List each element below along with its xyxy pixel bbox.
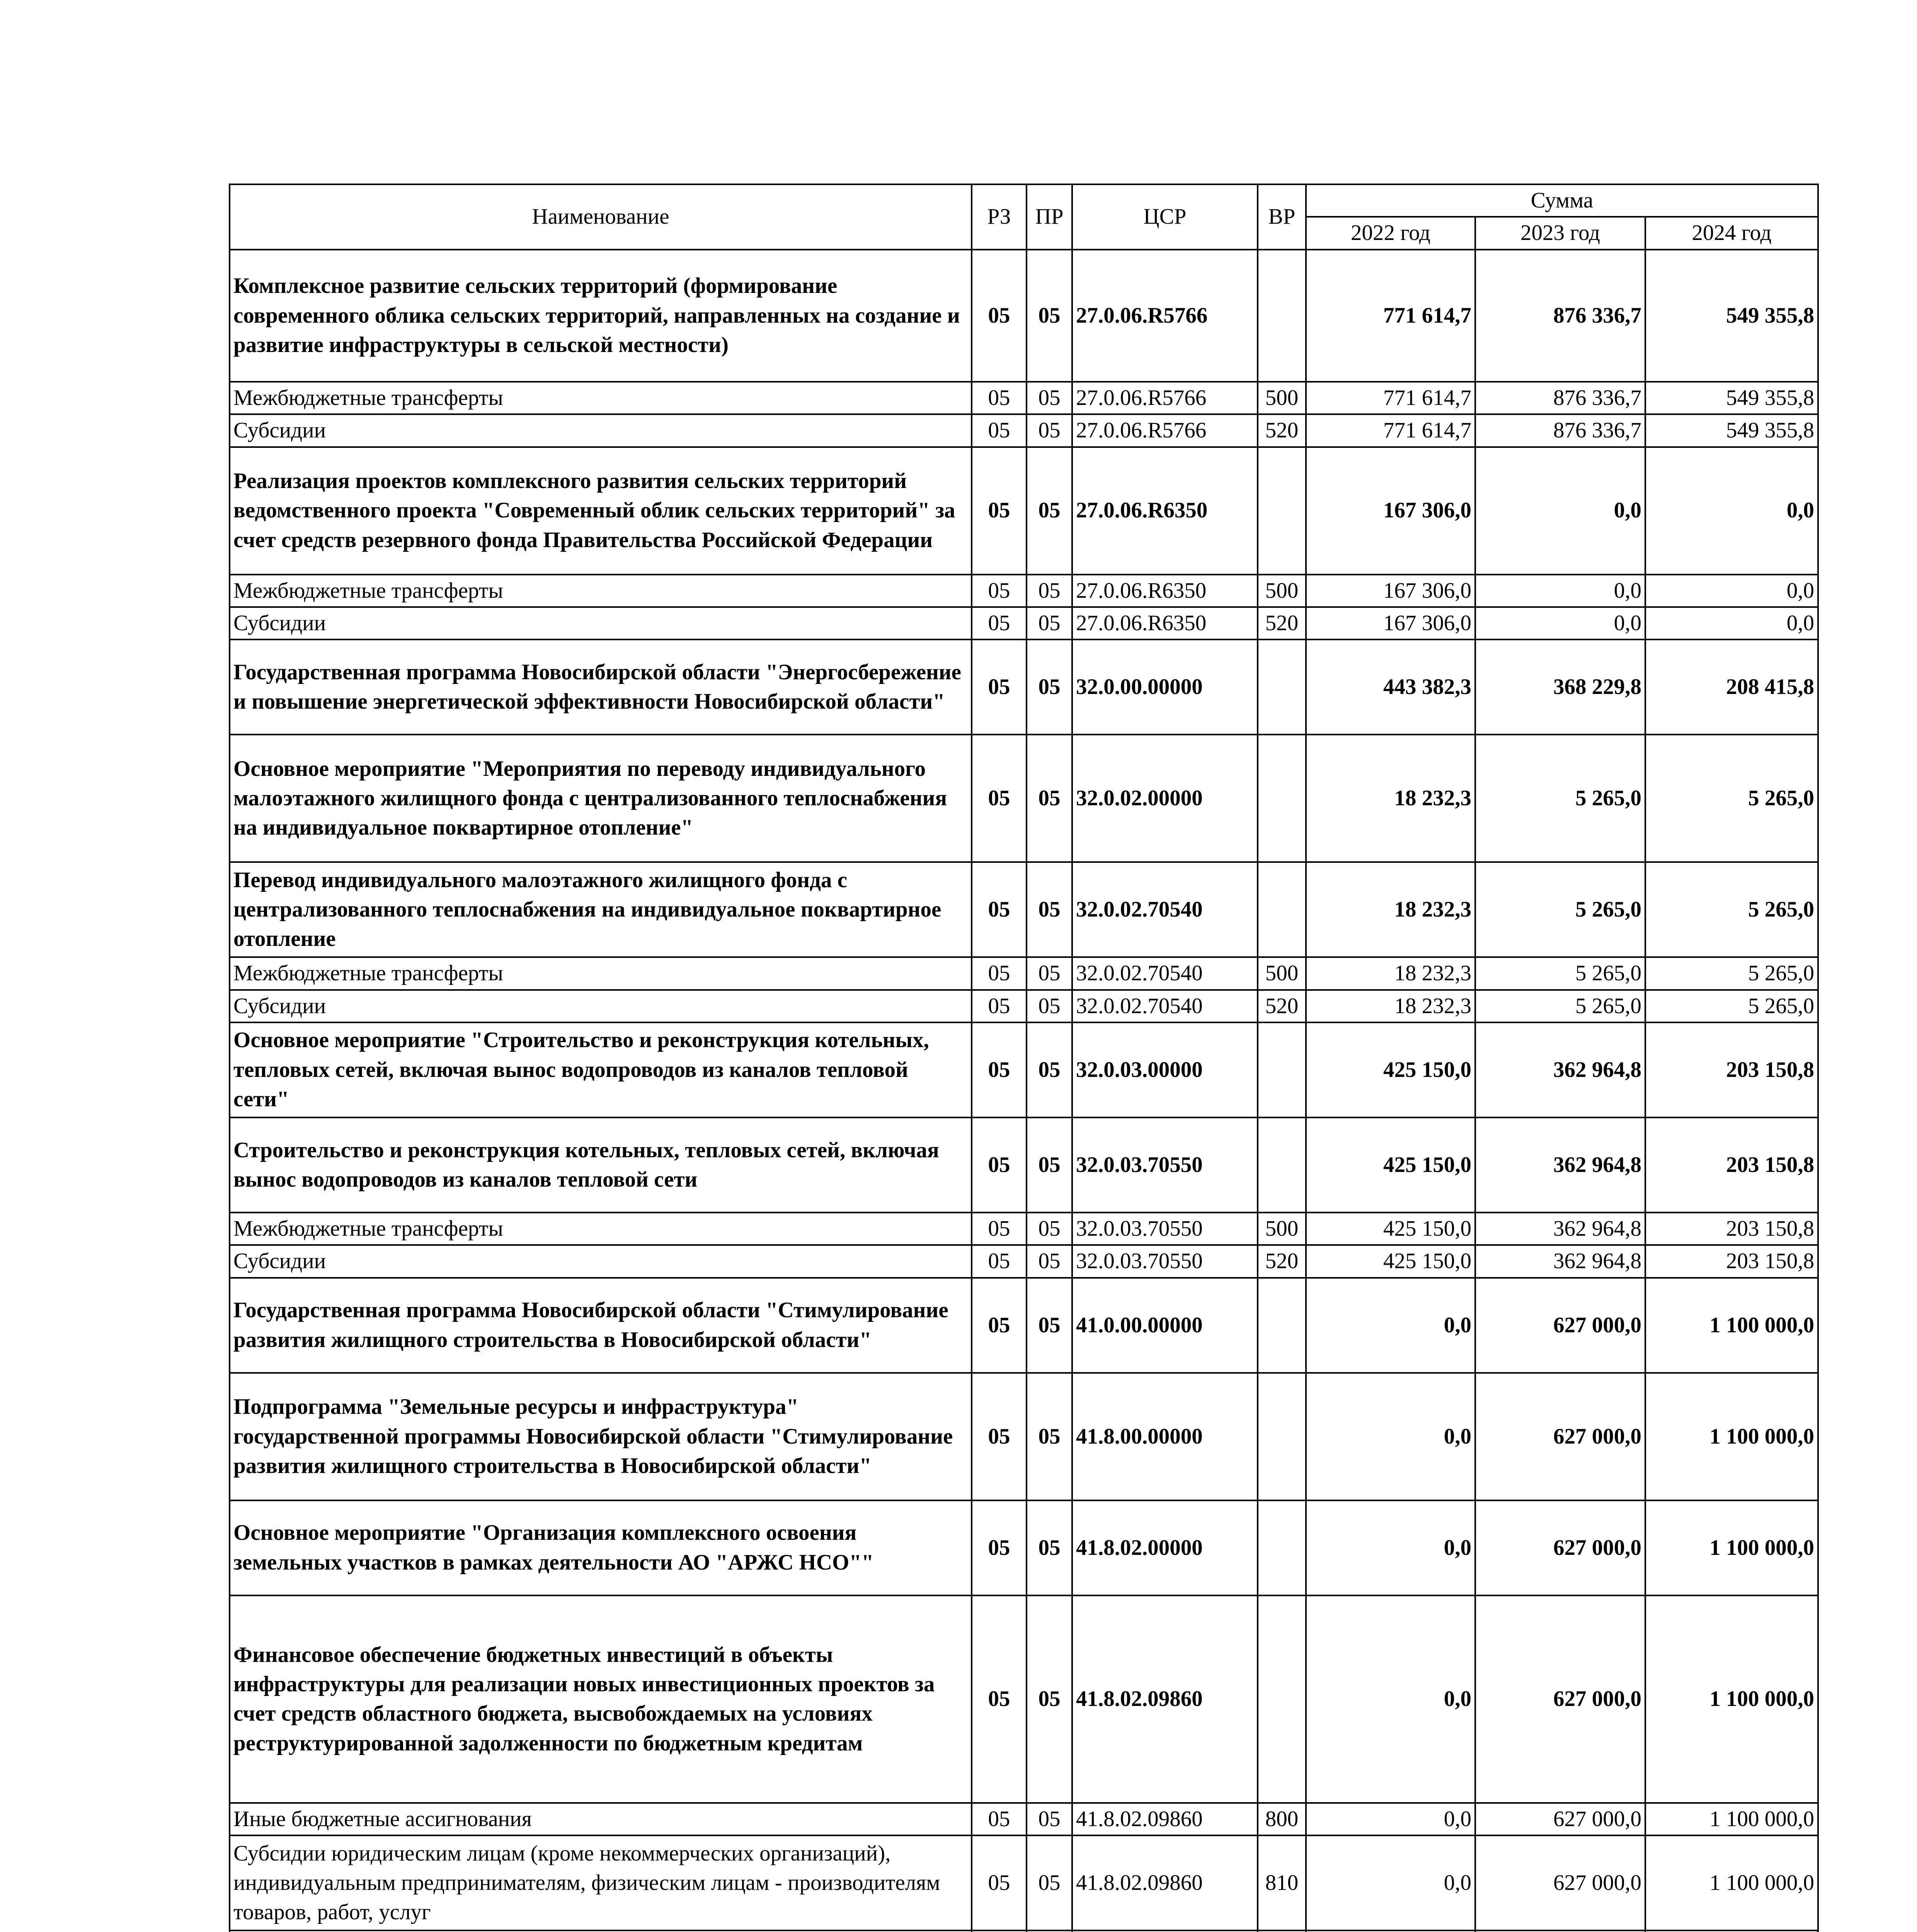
cell-vr: 500 <box>1258 1213 1306 1245</box>
cell-vr: 810 <box>1258 1835 1306 1930</box>
cell-rz: 05 <box>972 639 1027 735</box>
cell-rz: 05 <box>972 1373 1027 1500</box>
cell-2023: 362 964,8 <box>1475 1022 1645 1117</box>
cell-2022: 0,0 <box>1306 1835 1475 1930</box>
cell-2023: 0,0 <box>1475 607 1645 639</box>
table-row <box>230 862 1818 957</box>
cell-csr: 32.0.00.00000 <box>1072 639 1258 735</box>
budget-table <box>229 184 1819 1932</box>
table-row <box>230 1022 1818 1117</box>
cell-vr: 520 <box>1258 1245 1306 1277</box>
cell-pr: 05 <box>1027 447 1072 575</box>
cell-2022: 771 614,7 <box>1306 250 1475 382</box>
cell-2023: 627 000,0 <box>1475 1278 1645 1373</box>
cell-2022: 18 232,3 <box>1306 735 1475 862</box>
cell-vr: 800 <box>1258 1803 1306 1835</box>
header-pr: ПР <box>1027 184 1072 250</box>
cell-pr: 05 <box>1027 1500 1072 1595</box>
cell-csr: 41.8.00.00000 <box>1072 1373 1258 1500</box>
cell-2022: 0,0 <box>1306 1278 1475 1373</box>
cell-csr: 32.0.02.70540 <box>1072 862 1258 957</box>
cell-rz: 05 <box>972 250 1027 382</box>
cell-vr: 520 <box>1258 990 1306 1022</box>
cell-rz: 05 <box>972 1117 1027 1213</box>
cell-2022: 167 306,0 <box>1306 447 1475 575</box>
cell-vr: 500 <box>1258 382 1306 414</box>
cell-2024 <box>1645 1930 1818 1932</box>
cell-2024: 0,0 <box>1645 447 1818 575</box>
cell-vr <box>1258 1500 1306 1595</box>
cell-2024: 0,0 <box>1645 575 1818 607</box>
table-row <box>230 1117 1818 1213</box>
cell-csr: 27.0.06.R5766 <box>1072 250 1258 382</box>
cell-2022: 425 150,0 <box>1306 1117 1475 1213</box>
cell-rz: 05 <box>972 607 1027 639</box>
cell-2022: 425 150,0 <box>1306 1213 1475 1245</box>
table-row <box>230 990 1818 1022</box>
cell-2024: 1 100 000,0 <box>1645 1373 1818 1500</box>
cell-2022: 0,0 <box>1306 1803 1475 1835</box>
cell-rz: 05 <box>972 575 1027 607</box>
header-rz: РЗ <box>972 184 1027 250</box>
table-row <box>230 1500 1818 1595</box>
cell-pr: 05 <box>1027 1373 1072 1500</box>
cell-rz: 05 <box>972 990 1027 1022</box>
header-name: Наименование <box>230 184 972 250</box>
cell-name: Иные бюджетные ассигнования <box>230 1803 972 1835</box>
table-row <box>230 1930 1818 1932</box>
table-row <box>230 1245 1818 1277</box>
cell-rz: 05 <box>972 382 1027 414</box>
cell-2023: 5 265,0 <box>1475 735 1645 862</box>
cell-name: Перевод индивидуального малоэтажного жилищного фонда с централизованного теплоснабжения на индивидуальное поквартирное отопление <box>230 862 972 957</box>
cell-2024: 5 265,0 <box>1645 862 1818 957</box>
cell-name: Подпрограмма "Земельные ресурсы и инфраструктура" государственной программы Новосибирской области "Стимулирование развития жилищного строительства в Новосибирской области" <box>230 1373 972 1500</box>
cell-vr <box>1258 250 1306 382</box>
cell-csr <box>1072 1930 1258 1932</box>
cell-name <box>230 1930 972 1932</box>
table-row <box>230 250 1818 382</box>
table-row <box>230 1213 1818 1245</box>
cell-2023: 876 336,7 <box>1475 414 1645 447</box>
cell-rz: 05 <box>972 1022 1027 1117</box>
header-csr: ЦСР <box>1072 184 1258 250</box>
cell-2022: 18 232,3 <box>1306 862 1475 957</box>
cell-2023: 876 336,7 <box>1475 382 1645 414</box>
cell-name: Основное мероприятие "Организация комплексного освоения земельных участков в рамках деятельности АО "АРЖС НСО"" <box>230 1500 972 1595</box>
cell-vr <box>1258 1373 1306 1500</box>
cell-csr: 32.0.03.00000 <box>1072 1022 1258 1117</box>
cell-name: Межбюджетные трансферты <box>230 1213 972 1245</box>
cell-rz: 05 <box>972 1803 1027 1835</box>
cell-pr: 05 <box>1027 1117 1072 1213</box>
cell-vr <box>1258 1278 1306 1373</box>
cell-2024: 1 100 000,0 <box>1645 1500 1818 1595</box>
cell-2024: 0,0 <box>1645 607 1818 639</box>
cell-rz <box>972 1930 1027 1932</box>
table-row <box>230 957 1818 990</box>
cell-pr: 05 <box>1027 1278 1072 1373</box>
cell-2024: 203 150,8 <box>1645 1022 1818 1117</box>
cell-vr: 520 <box>1258 414 1306 447</box>
cell-pr: 05 <box>1027 735 1072 862</box>
cell-2024: 549 355,8 <box>1645 414 1818 447</box>
table-row <box>230 447 1818 575</box>
cell-csr: 27.0.06.R6350 <box>1072 447 1258 575</box>
table-row <box>230 414 1818 447</box>
cell-2023: 0,0 <box>1475 575 1645 607</box>
cell-rz: 05 <box>972 957 1027 990</box>
cell-2023: 627 000,0 <box>1475 1835 1645 1930</box>
cell-pr: 05 <box>1027 1595 1072 1803</box>
cell-rz: 05 <box>972 447 1027 575</box>
cell-2022: 771 614,7 <box>1306 382 1475 414</box>
cell-2023: 627 000,0 <box>1475 1803 1645 1835</box>
cell-csr: 27.0.06.R5766 <box>1072 414 1258 447</box>
cell-vr <box>1258 1022 1306 1117</box>
table-row <box>230 575 1818 607</box>
cell-2023: 5 265,0 <box>1475 957 1645 990</box>
cell-rz: 05 <box>972 1500 1027 1595</box>
header-vr: ВР <box>1258 184 1306 250</box>
header-year-2024: 2024 год <box>1645 217 1818 249</box>
cell-2024: 203 150,8 <box>1645 1117 1818 1213</box>
cell-csr: 32.0.02.70540 <box>1072 957 1258 990</box>
table-row <box>230 639 1818 735</box>
cell-pr: 05 <box>1027 1022 1072 1117</box>
cell-vr: 500 <box>1258 575 1306 607</box>
cell-pr: 05 <box>1027 862 1072 957</box>
cell-2022: 443 382,3 <box>1306 639 1475 735</box>
cell-rz: 05 <box>972 1245 1027 1277</box>
cell-rz: 05 <box>972 1213 1027 1245</box>
cell-2023: 627 000,0 <box>1475 1500 1645 1595</box>
cell-2022: 425 150,0 <box>1306 1245 1475 1277</box>
cell-2022: 18 232,3 <box>1306 990 1475 1022</box>
header-year-2022: 2022 год <box>1306 217 1475 249</box>
cell-name: Субсидии <box>230 607 972 639</box>
cell-2024: 1 100 000,0 <box>1645 1803 1818 1835</box>
cell-pr: 05 <box>1027 1835 1072 1930</box>
cell-name: Основное мероприятие "Мероприятия по переводу индивидуального малоэтажного жилищного фонда с централизованного теплоснабжения на индивидуальное поквартирное отопление" <box>230 735 972 862</box>
cell-pr <box>1027 1930 1072 1932</box>
cell-name: Строительство и реконструкция котельных, тепловых сетей, включая вынос водопроводов из каналов тепловой сети <box>230 1117 972 1213</box>
cell-2024: 549 355,8 <box>1645 382 1818 414</box>
cell-vr <box>1258 1595 1306 1803</box>
cell-csr: 27.0.06.R6350 <box>1072 575 1258 607</box>
cell-2022: 771 614,7 <box>1306 414 1475 447</box>
cell-vr <box>1258 862 1306 957</box>
cell-2024: 1 100 000,0 <box>1645 1278 1818 1373</box>
cell-2024: 549 355,8 <box>1645 250 1818 382</box>
cell-vr: 520 <box>1258 607 1306 639</box>
cell-name: Финансовое обеспечение бюджетных инвестиций в объекты инфраструктуры для реализации новых инвестиционных проектов за счет средств областного бюджета, высвобождаемых на условиях реструктурированной задолженности по бюджетным кредитам <box>230 1595 972 1803</box>
cell-pr: 05 <box>1027 957 1072 990</box>
cell-pr: 05 <box>1027 575 1072 607</box>
table-row <box>230 1278 1818 1373</box>
cell-name: Межбюджетные трансферты <box>230 575 972 607</box>
cell-2022: 167 306,0 <box>1306 607 1475 639</box>
cell-csr: 41.8.02.00000 <box>1072 1500 1258 1595</box>
cell-csr: 41.8.02.09860 <box>1072 1803 1258 1835</box>
cell-vr: 500 <box>1258 957 1306 990</box>
cell-name: Государственная программа Новосибирской области "Энергосбережение и повышение энергетической эффективности Новосибирской области" <box>230 639 972 735</box>
cell-pr: 05 <box>1027 990 1072 1022</box>
cell-pr: 05 <box>1027 414 1072 447</box>
cell-2023: 0,0 <box>1475 447 1645 575</box>
cell-rz: 05 <box>972 414 1027 447</box>
cell-vr <box>1258 1117 1306 1213</box>
cell-2022: 167 306,0 <box>1306 575 1475 607</box>
cell-name: Субсидии <box>230 990 972 1022</box>
cell-2024: 5 265,0 <box>1645 735 1818 862</box>
cell-2023: 362 964,8 <box>1475 1245 1645 1277</box>
cell-csr: 27.0.06.R5766 <box>1072 382 1258 414</box>
cell-vr <box>1258 447 1306 575</box>
cell-pr: 05 <box>1027 1213 1072 1245</box>
table-header <box>230 184 1818 250</box>
cell-2024: 208 415,8 <box>1645 639 1818 735</box>
cell-name: Межбюджетные трансферты <box>230 382 972 414</box>
table-row <box>230 1803 1818 1835</box>
cell-2023: 362 964,8 <box>1475 1117 1645 1213</box>
table-row <box>230 1595 1818 1803</box>
cell-2023: 5 265,0 <box>1475 862 1645 957</box>
cell-vr <box>1258 735 1306 862</box>
cell-csr: 32.0.02.00000 <box>1072 735 1258 862</box>
cell-csr: 27.0.06.R6350 <box>1072 607 1258 639</box>
cell-2024: 1 100 000,0 <box>1645 1595 1818 1803</box>
table-row <box>230 607 1818 639</box>
table-row <box>230 735 1818 862</box>
cell-pr: 05 <box>1027 639 1072 735</box>
cell-pr: 05 <box>1027 382 1072 414</box>
cell-pr: 05 <box>1027 1803 1072 1835</box>
cell-csr: 41.8.02.09860 <box>1072 1595 1258 1803</box>
cell-vr <box>1258 1930 1306 1932</box>
cell-csr: 32.0.03.70550 <box>1072 1213 1258 1245</box>
cell-2023 <box>1475 1930 1645 1932</box>
cell-name: Субсидии <box>230 414 972 447</box>
cell-name: Субсидии юридическим лицам (кроме некоммерческих организаций), индивидуальным предпринимателям, физическим лицам - производителям товаров, работ, услуг <box>230 1835 972 1930</box>
cell-rz: 05 <box>972 735 1027 862</box>
cell-2024: 203 150,8 <box>1645 1213 1818 1245</box>
cell-rz: 05 <box>972 862 1027 957</box>
cell-2022 <box>1306 1930 1475 1932</box>
cell-2023: 627 000,0 <box>1475 1595 1645 1803</box>
cell-pr: 05 <box>1027 1245 1072 1277</box>
cell-2022: 18 232,3 <box>1306 957 1475 990</box>
table-row <box>230 1835 1818 1930</box>
cell-rz: 05 <box>972 1595 1027 1803</box>
header-sum: Сумма <box>1306 184 1818 217</box>
table-row <box>230 382 1818 414</box>
cell-2022: 0,0 <box>1306 1373 1475 1500</box>
cell-pr: 05 <box>1027 607 1072 639</box>
cell-2024: 203 150,8 <box>1645 1245 1818 1277</box>
table-body <box>230 250 1818 1932</box>
cell-rz: 05 <box>972 1835 1027 1930</box>
cell-name: Основное мероприятие "Строительство и реконструкция котельных, тепловых сетей, включая вынос водопроводов из каналов тепловой сети" <box>230 1022 972 1117</box>
cell-2022: 0,0 <box>1306 1500 1475 1595</box>
cell-2024: 5 265,0 <box>1645 957 1818 990</box>
cell-name: Государственная программа Новосибирской области "Стимулирование развития жилищного строительства в Новосибирской области" <box>230 1278 972 1373</box>
cell-name: Комплексное развитие сельских территорий (формирование современного облика сельских территорий, направленных на создание и развитие инфраструктуры в сельской местности) <box>230 250 972 382</box>
cell-csr: 32.0.02.70540 <box>1072 990 1258 1022</box>
cell-2024: 1 100 000,0 <box>1645 1835 1818 1930</box>
cell-csr: 41.8.02.09860 <box>1072 1835 1258 1930</box>
cell-vr <box>1258 639 1306 735</box>
cell-csr: 32.0.03.70550 <box>1072 1117 1258 1213</box>
cell-name: Субсидии <box>230 1245 972 1277</box>
cell-name: Межбюджетные трансферты <box>230 957 972 990</box>
table-row <box>230 1373 1818 1500</box>
cell-2023: 5 265,0 <box>1475 990 1645 1022</box>
cell-csr: 41.0.00.00000 <box>1072 1278 1258 1373</box>
cell-csr: 32.0.03.70550 <box>1072 1245 1258 1277</box>
header-year-2023: 2023 год <box>1475 217 1645 249</box>
cell-name: Реализация проектов комплексного развития сельских территорий ведомственного проекта "Современный облик сельских территорий" за счет средств резервного фонда Правительства Российской Федерации <box>230 447 972 575</box>
cell-2023: 368 229,8 <box>1475 639 1645 735</box>
cell-2022: 425 150,0 <box>1306 1022 1475 1117</box>
cell-2022: 0,0 <box>1306 1595 1475 1803</box>
cell-2023: 627 000,0 <box>1475 1373 1645 1500</box>
cell-pr: 05 <box>1027 250 1072 382</box>
cell-rz: 05 <box>972 1278 1027 1373</box>
cell-2023: 362 964,8 <box>1475 1213 1645 1245</box>
cell-2024: 5 265,0 <box>1645 990 1818 1022</box>
cell-2023: 876 336,7 <box>1475 250 1645 382</box>
